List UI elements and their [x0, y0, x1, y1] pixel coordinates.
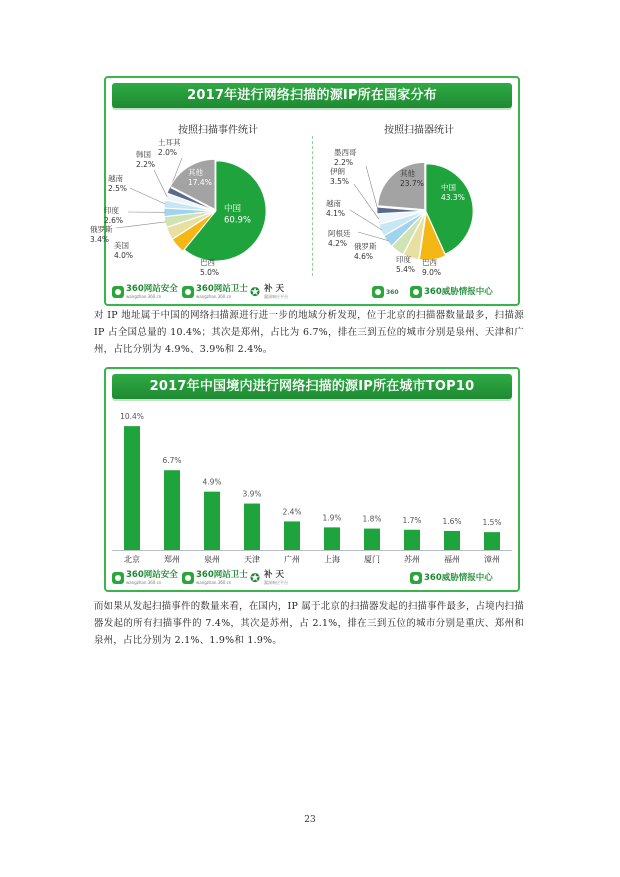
- right-pie-label-8: 其他: [400, 169, 415, 178]
- bar-value-label-2: 4.9%: [202, 477, 222, 487]
- right-pie-label-7: 墨西哥: [334, 148, 357, 157]
- left-pie-label-4: 印度: [104, 206, 119, 215]
- star-logo-icon: ✪: [250, 571, 261, 585]
- logo-360-guard-sub-2: wangzhan.360.cn: [196, 580, 232, 585]
- cert-logo-icon: [372, 286, 384, 298]
- left-pie-value-0: 60.9%: [224, 215, 252, 226]
- logo-360-threat-intel: [410, 284, 493, 300]
- right-pie-value-4: 4.2%: [328, 239, 348, 248]
- left-pie-title: 按照扫描事件统计: [178, 125, 258, 136]
- logo-360-safe-2: [112, 570, 178, 586]
- bar-value-label-0: 10.4%: [120, 412, 144, 422]
- bar-category-label-8: 福州: [444, 555, 460, 564]
- right-pie-value-8: 23.7%: [400, 179, 424, 188]
- logo-cert-badge-text: 360: [386, 288, 399, 296]
- star-logo-icon: ✪: [250, 285, 261, 299]
- logo-360-guard-name: 360网站卫士: [196, 284, 248, 294]
- cross-logo-icon: [182, 286, 194, 298]
- figure1-logo-row: [110, 284, 514, 300]
- bar-1: [164, 470, 180, 550]
- page-number: 23: [304, 815, 316, 825]
- right-pie-leader-6: [354, 184, 379, 219]
- logo-360-threat-intel-2: [410, 570, 493, 586]
- bar-value-label-1: 6.7%: [162, 456, 182, 466]
- paragraph-city-scan-events: 而如果从发起扫描事件的数量来看，在国内，IP 属于北京的扫描器发起的扫描事件最多，占境内扫描器发起的所有扫描事件的 7.4%，其次是苏州，占 2.1%，排在三到五位的城市分别是重庆、郑州和泉州，占比分别为 2.1%、1.9%和 1.9%。: [94, 601, 524, 646]
- left-pie-label-1: 巴西: [200, 258, 215, 267]
- shield-logo-icon: [112, 572, 124, 584]
- left-pie-label-5: 越南: [108, 174, 123, 183]
- left-pie-label-3: 俄罗斯: [90, 225, 113, 234]
- bar-7: [404, 530, 420, 550]
- bar-2: [204, 492, 220, 550]
- right-pie-value-7: 2.2%: [334, 158, 354, 167]
- left-pie-value-2: 4.0%: [114, 251, 134, 260]
- logo-butian-name-2: 补 天: [264, 570, 284, 580]
- right-pie-value-5: 4.1%: [326, 209, 346, 218]
- figure2-title: 2017年中国境内进行网络扫描的源IP所在城市TOP10: [112, 374, 512, 399]
- right-pie-value-1: 9.0%: [422, 268, 442, 277]
- right-pie-label-3: 俄罗斯: [354, 242, 377, 251]
- bar-category-label-7: 苏州: [404, 555, 420, 564]
- logo-butian-sub-2: 漏洞响应平台: [264, 580, 288, 585]
- logo-360-guard-sub: wangzhan.360.cn: [196, 294, 232, 299]
- city-bar-chart: [106, 369, 518, 590]
- logo-360-safe-name-2: 360网站安全: [126, 570, 178, 580]
- logo-360-guard: [182, 284, 248, 300]
- left-pie-value-4: 2.6%: [104, 216, 124, 225]
- figure1-title: 2017年进行网络扫描的源IP所在国家分布: [112, 83, 512, 108]
- right-pie-value-2: 5.4%: [396, 265, 416, 274]
- right-pie-label-6: 伊朗: [330, 167, 345, 176]
- bar-8: [444, 531, 460, 550]
- left-pie-value-7: 2.0%: [158, 148, 178, 157]
- left-pie-value-3: 3.4%: [90, 235, 110, 244]
- left-pie-value-5: 2.5%: [108, 184, 128, 193]
- bar-category-label-2: 泉州: [204, 555, 220, 564]
- logo-360-cert: [372, 284, 399, 300]
- logo-360-safe: [112, 284, 178, 300]
- bar-value-label-4: 2.4%: [282, 507, 302, 517]
- right-pie-value-3: 4.6%: [354, 252, 374, 261]
- right-pie-label-5: 越南: [326, 199, 341, 208]
- logo-360-guard-2: [182, 570, 248, 586]
- left-pie-value-6: 2.2%: [136, 160, 156, 169]
- bar-value-label-3: 3.9%: [242, 489, 262, 499]
- bar-category-label-0: 北京: [124, 555, 140, 564]
- bar-category-label-9: 漳州: [484, 555, 500, 564]
- shield-logo-icon: [112, 286, 124, 298]
- bar-value-label-9: 1.5%: [482, 518, 502, 528]
- city-top10-figure: [104, 367, 520, 592]
- logo-butian-name: 补 天: [264, 284, 284, 294]
- cross-logo-icon: [182, 572, 194, 584]
- right-pie-value-0: 43.3%: [441, 193, 465, 202]
- bar-5: [324, 527, 340, 550]
- right-pie-label-4: 阿根廷: [328, 229, 351, 238]
- bar-9: [484, 532, 500, 550]
- bar-value-label-5: 1.9%: [322, 513, 342, 523]
- globe-logo-icon: [410, 286, 422, 298]
- right-pie-value-6: 3.5%: [330, 177, 350, 186]
- logo-threat-name: 360威胁情报中心: [424, 286, 493, 297]
- figure2-logo-row: [110, 570, 514, 586]
- logo-threat-name-2: 360威胁情报中心: [424, 572, 493, 583]
- left-pie-value-1: 5.0%: [200, 268, 220, 277]
- left-pie-label-8: 其他: [188, 168, 203, 177]
- bar-0: [124, 426, 140, 550]
- left-pie-value-8: 17.4%: [188, 178, 212, 187]
- bar-category-label-4: 广州: [284, 555, 300, 564]
- bar-3: [244, 504, 260, 550]
- paragraph-city-scanner-count: 对 IP 地址属于中国的网络扫描源进行进一步的地域分析发现，位于北京的扫描器数量最多，扫描源 IP 占全国总量的 10.4%；其次是郑州，占比为 6.7%，排在三到五位的城市分别是泉州、天津和广州，占比分别为 4.9%、3.9%和 2.4%。: [94, 310, 524, 355]
- right-pie-chart: [106, 78, 518, 304]
- left-pie-label-7: 土耳其: [158, 138, 181, 147]
- country-distribution-figure: [90, 76, 520, 306]
- bar-value-label-7: 1.7%: [402, 515, 422, 525]
- logo-360-safe-name: 360网站安全: [126, 284, 178, 294]
- logo-360-safe-sub: wangzhan.360.cn: [126, 294, 162, 299]
- bar-value-label-8: 1.6%: [442, 516, 462, 526]
- logo-butian-sub: 漏洞响应平台: [264, 294, 288, 299]
- bar-category-label-1: 郑州: [164, 555, 180, 564]
- right-pie-label-1: 巴西: [422, 258, 437, 267]
- bar-value-label-6: 1.8%: [362, 514, 382, 524]
- logo-butian-2: [250, 570, 288, 586]
- left-pie-label-0: 中国: [224, 204, 242, 214]
- bar-6: [364, 529, 380, 550]
- logo-butian: [250, 284, 288, 300]
- right-pie-label-2: 印度: [396, 255, 411, 264]
- bar-category-label-5: 上海: [324, 555, 340, 564]
- bar-4: [284, 521, 300, 550]
- bar-category-label-3: 天津: [244, 555, 260, 564]
- right-pie-title: 按照扫描器统计: [384, 125, 454, 136]
- left-pie-label-2: 美国: [114, 241, 129, 250]
- logo-360-guard-name-2: 360网站卫士: [196, 570, 248, 580]
- globe-logo-icon: [410, 572, 422, 584]
- right-pie-label-0: 中国: [441, 183, 456, 192]
- logo-360-safe-sub-2: wangzhan.360.cn: [126, 580, 162, 585]
- left-pie-label-6: 韩国: [136, 150, 151, 159]
- bar-category-label-6: 厦门: [364, 555, 380, 564]
